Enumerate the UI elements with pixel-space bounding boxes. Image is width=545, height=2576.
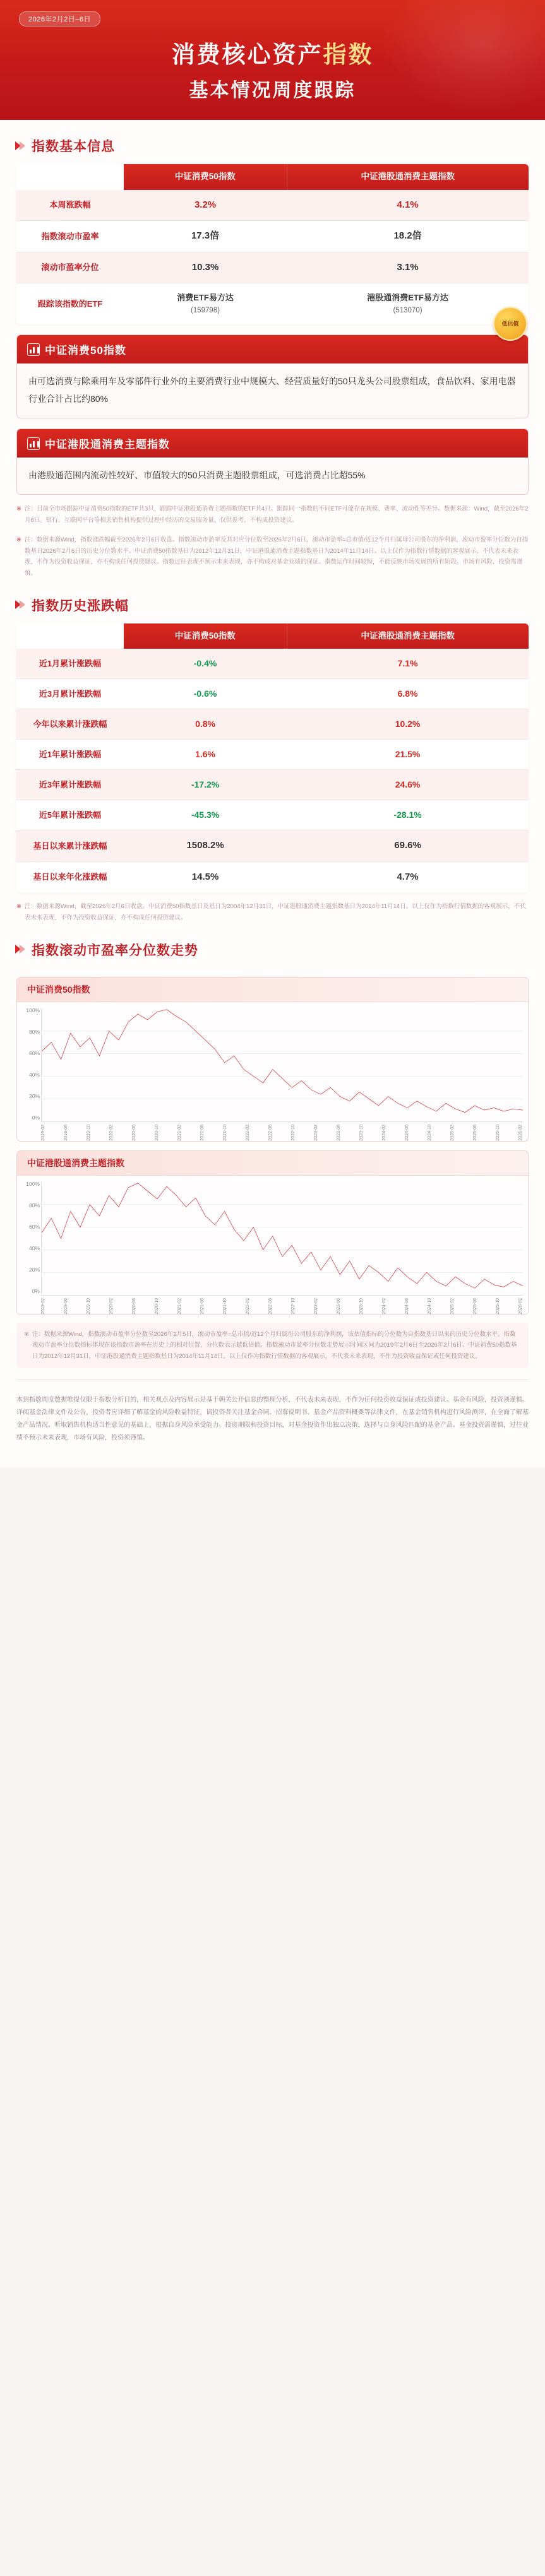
section-pe-percentile-title [0, 924, 545, 968]
table-row [16, 861, 529, 892]
y-axis-labels-hk [20, 1181, 40, 1294]
section-title-text: 指数基本信息 [32, 139, 115, 154]
col-header-hk: 中证港股通消费主题指数 [287, 164, 529, 190]
row-label: 近5年累计涨跌幅 [16, 800, 124, 830]
index-card-header [17, 335, 528, 363]
chart-area-hk [17, 1176, 528, 1315]
table-row [16, 709, 529, 740]
table-header-row [16, 164, 529, 190]
col-header-hk: 中证港股通消费主题指数 [287, 623, 529, 649]
x-tick: 2025-02 [450, 1124, 455, 1141]
double-arrow-icon [15, 600, 26, 610]
col-header-blank [16, 623, 124, 649]
x-tick: 2025-06 [473, 1124, 477, 1141]
x-tick: 2024-02 [382, 1124, 386, 1141]
y-tick: 20% [28, 1266, 40, 1273]
row-label: 指数滚动市盈率 [16, 221, 124, 252]
x-tick: 2019-02 [41, 1124, 45, 1141]
plot-hk [41, 1182, 523, 1296]
x-tick: 2026-02 [518, 1124, 523, 1141]
asterisk-icon: ※ [24, 1330, 29, 1338]
footnote-3-text: 注：数据来源Wind，截至2026年2月6日收盘。中证消费50指数基日及基日为2004年12月31日，中证港股通消费主题指数基日为2014年11月14日。以上仅作为指数行情数据的客观展示，不代表未来表现，不作为投资收益保证，亦不构成任何投资建议。 [24, 903, 526, 921]
table-row [16, 252, 529, 283]
table-row [16, 649, 529, 679]
index-card-cs50 [16, 334, 529, 418]
page-content [0, 120, 545, 1467]
table-row [16, 800, 529, 830]
row-label: 滚动市盈率分位 [16, 252, 124, 283]
footnote-2 [16, 535, 529, 579]
row-value-hk: -28.1% [287, 800, 529, 830]
page-title-line1 [0, 35, 545, 69]
etf-code-hk: (513070) [393, 306, 422, 314]
x-tick: 2022-10 [291, 1297, 296, 1315]
index-card-body: 由可选消费与除乘用车及零部件行业外的主要消费行业中规模大、经营质量好的50只龙头公司股票组成，食品饮料、家用电器行业合计占比约80% [17, 363, 528, 418]
bar-chart-icon [27, 343, 40, 356]
bar-chart-icon [27, 437, 40, 450]
x-tick: 2019-02 [41, 1297, 45, 1315]
y-tick: 60% [28, 1049, 40, 1056]
x-axis-labels-hk [41, 1296, 523, 1315]
etf-name-cs50: 消费ETF易方达 [177, 293, 234, 303]
row-value-hk: 6.8% [287, 679, 529, 709]
x-tick: 2023-10 [359, 1124, 364, 1141]
x-tick: 2021-02 [177, 1124, 182, 1141]
x-tick: 2020-10 [155, 1124, 159, 1141]
row-value-cs50: -45.3% [124, 800, 287, 830]
title-line1-pre: 消费核心资产 [171, 42, 323, 68]
x-tick: 2022-06 [268, 1297, 273, 1315]
y-tick: 80% [28, 1202, 40, 1208]
row-value-hk: 18.2倍 [287, 221, 529, 252]
x-tick: 2024-10 [428, 1124, 432, 1141]
x-tick: 2023-02 [314, 1297, 318, 1315]
etf-code-cs50: (159798) [191, 306, 220, 314]
x-tick: 2023-06 [337, 1297, 341, 1315]
table-row [16, 283, 529, 324]
x-tick: 2023-02 [314, 1124, 318, 1141]
x-tick: 2025-02 [450, 1297, 455, 1315]
x-tick: 2019-06 [64, 1124, 68, 1141]
x-tick: 2022-06 [268, 1124, 273, 1141]
col-header-blank [16, 164, 124, 190]
row-value-cs50: -0.4% [124, 649, 287, 679]
double-arrow-icon [15, 944, 26, 955]
row-value-hk: 24.6% [287, 770, 529, 800]
section-history-title [0, 579, 545, 623]
disclaimer-text: 本到指数周度数据唯提仅限于指数分析目的，相关观点及内容展示是基于朝关公开信息的整理分析，不代表未来表现，不作为任何投资收益保证或投资建议。基金有风险，投资须谨慎。详阅基金法律文件及公告，投资者应详细了解基金的风险收益特征，请投资者关注基金合同、招募说明书、基金产品资料概要等法律文件，在基金销售机构进行风险测评，在全面了解基金产品情况、听取销售机构适当性意见的基础上，根据自身风险承受能力、投资期限和投资目标，对基金投资作出独立决策，选择与自身风险匹配的基金产品。基金投资需谨慎，过往业绩不预示未来表现，市场有风险，投资须谨慎。 [16, 1397, 529, 1442]
x-tick: 2019-10 [87, 1124, 91, 1141]
y-tick: 40% [28, 1244, 40, 1251]
index-card-title: 中证港股通消费主题指数 [45, 439, 170, 451]
row-value-cs50: 14.5% [191, 871, 219, 882]
row-value-cs50: -0.6% [124, 679, 287, 709]
asterisk-icon: ※ [16, 505, 21, 513]
row-label: 近1年累计涨跌幅 [16, 740, 124, 770]
row-label: 近3月累计涨跌幅 [16, 679, 124, 709]
row-value-cs50 [124, 283, 287, 324]
x-tick: 2019-10 [87, 1297, 91, 1315]
double-arrow-icon [15, 141, 26, 151]
index-card-body: 由港股通范围内流动性较好、市值较大的50只消费主题股票组成，可选消费占比超55% [17, 458, 528, 494]
title-block [0, 35, 545, 102]
footnote-4-text: 注：数据来源Wind，指数滚动市盈率分位数至2026年2月5日，滚动市盈率=总市值/近12个月归属母公司股东的净利润，该估值指标的分位数为自指数基日以来的历史分位数水平。指数滚动市盈率分位数指标体现在该指数市盈率在历史上的相对位置，分位数表示越低估值。指数滚动市盈率分位数走势展示时间区间为2019年2月6日至2026年2月6日。中证消费50指数基日为2012年12月31日，中证港股通消费主题指数基日为2014年11月14日。以上仅作为指数行情数据的客观展示，不代表未来表现，不作为投资收益保证或任何投资建议。 [32, 1330, 517, 1360]
row-value-hk [287, 283, 529, 324]
x-tick: 2020-06 [132, 1297, 136, 1315]
x-tick: 2024-06 [405, 1124, 409, 1141]
row-value-cs50: 3.2% [124, 190, 287, 221]
pe-chart-cs50 [16, 977, 529, 1142]
x-tick: 2024-02 [382, 1297, 386, 1315]
footnote-1-text: 注：目前全市场跟踪中证消费50指数的ETF共3只，跟踪中证港股通消费主题指数的ETF共4只。跟踪同一指数的不同ETF可能存在规模、费率、流动性等差异。数据来源：Wind，截至2026年2月6日。银行、互联网平台等相关销售机构提供过程中经历的交易服务量，仅供参考，不构成投资建议。 [24, 505, 529, 524]
table-row [16, 679, 529, 709]
x-tick: 2021-02 [177, 1297, 182, 1315]
col-header-cs50: 中证消费50指数 [124, 164, 287, 190]
x-tick: 2024-06 [405, 1297, 409, 1315]
y-tick: 60% [28, 1223, 40, 1230]
row-label: 跟踪该指数的ETF [16, 283, 124, 324]
index-card-title: 中证消费50指数 [45, 345, 126, 357]
y-axis-labels-cs50 [20, 1007, 40, 1121]
row-value-hk: 69.6% [287, 830, 529, 862]
footnote-1 [16, 504, 529, 526]
x-tick: 2020-02 [109, 1124, 114, 1141]
y-tick: 40% [28, 1071, 40, 1078]
footnote-2-text: 注：数据来源Wind，指数涨跌幅截至2026年2月6日收盘。指数滚动市盈率及其对应分位数至2026年2月6日，滚动市盈率=总市值/近12个月归属母公司股东的净利润，滚动市盈率分位数为自指数基日2026年2月6日的历史分位数水平。中证消费50指数基日为2012年12月31日，中证港股通消费主题指数基日为2014年11月14日。以上仅作为指数行情数据的客观展示，不代表未来表现，不作为投资收益保证，亦不构成任何投资建议。指数过往表现不预示未来表现，亦不构成对基金业绩的保证。指数运作时间较短，不能反映市场发展的所有阶段。市场有风险，投资需谨慎。 [24, 536, 529, 577]
row-label: 本周涨跌幅 [16, 190, 124, 221]
table-row [16, 770, 529, 800]
row-value-hk: 10.2% [287, 709, 529, 740]
low-valuation-stamp: 低估值 [493, 307, 527, 341]
history-return-table [16, 623, 529, 893]
x-tick: 2024-10 [428, 1297, 432, 1315]
row-value-cs50: 0.8% [124, 709, 287, 740]
y-tick: 80% [28, 1028, 40, 1035]
row-label: 基日以来年化涨跌幅 [16, 861, 124, 892]
x-tick: 2022-02 [246, 1124, 250, 1141]
y-tick: 0% [32, 1287, 40, 1294]
section-basic-info-title [0, 120, 545, 164]
x-tick: 2025-10 [496, 1297, 500, 1315]
row-value-hk: 4.1% [287, 190, 529, 221]
col-header-cs50: 中证消费50指数 [124, 623, 287, 649]
line-series-hk [42, 1182, 523, 1295]
row-value-cs50: 1.6% [124, 740, 287, 770]
row-label: 近1月累计涨跌幅 [16, 649, 124, 679]
section-title-text: 指数滚动市盈率分位数走势 [32, 943, 198, 958]
row-value-hk: 4.7% [397, 871, 419, 882]
asterisk-icon: ※ [16, 903, 21, 911]
x-tick: 2020-10 [155, 1297, 159, 1315]
plot-cs50 [41, 1008, 523, 1122]
row-value-cs50: 10.3% [124, 252, 287, 283]
asterisk-icon: ※ [16, 536, 21, 544]
line-series-cs50 [42, 1008, 523, 1121]
x-tick: 2026-02 [518, 1297, 523, 1315]
x-tick: 2020-06 [132, 1124, 136, 1141]
page-title-line2: 基本情况周度跟踪 [189, 80, 356, 101]
index-card-header [17, 429, 528, 458]
footnote-3 [16, 901, 529, 923]
pe-chart-hk [16, 1150, 529, 1315]
section-title-text: 指数历史涨跌幅 [32, 598, 129, 613]
x-tick: 2022-02 [246, 1297, 250, 1315]
y-tick: 0% [32, 1114, 40, 1121]
row-value-cs50: 17.3倍 [124, 221, 287, 252]
y-tick: 100% [26, 1007, 40, 1013]
x-tick: 2025-06 [473, 1297, 477, 1315]
x-tick: 2021-06 [200, 1297, 205, 1315]
row-label: 今年以来累计涨跌幅 [16, 709, 124, 740]
footnote-4 [16, 1323, 529, 1369]
row-label: 近3年累计涨跌幅 [16, 770, 124, 800]
x-tick: 2021-10 [223, 1297, 227, 1315]
table-row [16, 190, 529, 221]
table-row [16, 221, 529, 252]
row-value-hk: 21.5% [287, 740, 529, 770]
x-tick: 2025-10 [496, 1124, 500, 1141]
title-line1-highlight: 指数 [323, 42, 374, 68]
x-tick: 2021-06 [200, 1124, 205, 1141]
row-value-hk: 7.1% [287, 649, 529, 679]
table-row [16, 830, 529, 862]
y-tick: 100% [26, 1180, 40, 1187]
row-value-cs50: 1508.2% [124, 830, 287, 862]
row-value-cs50: -17.2% [124, 770, 287, 800]
y-tick: 20% [28, 1092, 40, 1099]
x-tick: 2021-10 [223, 1124, 227, 1141]
chart-title-hk: 中证港股通消费主题指数 [17, 1151, 528, 1176]
row-value-hk: 3.1% [287, 252, 529, 283]
basic-info-table [16, 164, 529, 324]
row-label: 基日以来累计涨跌幅 [16, 830, 124, 862]
x-tick: 2022-10 [291, 1124, 296, 1141]
date-badge: 2026年2月2日–6日 [19, 11, 100, 27]
chart-area-cs50 [17, 1002, 528, 1141]
table-header-row [16, 623, 529, 649]
x-tick: 2019-06 [64, 1297, 68, 1315]
x-axis-labels-cs50 [41, 1122, 523, 1142]
page-header [0, 0, 545, 120]
x-tick: 2020-02 [109, 1297, 114, 1315]
etf-name-hk: 港股通消费ETF易方达 [367, 293, 448, 303]
table-row [16, 740, 529, 770]
x-tick: 2023-06 [337, 1124, 341, 1141]
index-card-hk [16, 428, 529, 495]
x-tick: 2023-10 [359, 1297, 364, 1315]
chart-title-cs50: 中证消费50指数 [17, 978, 528, 1002]
